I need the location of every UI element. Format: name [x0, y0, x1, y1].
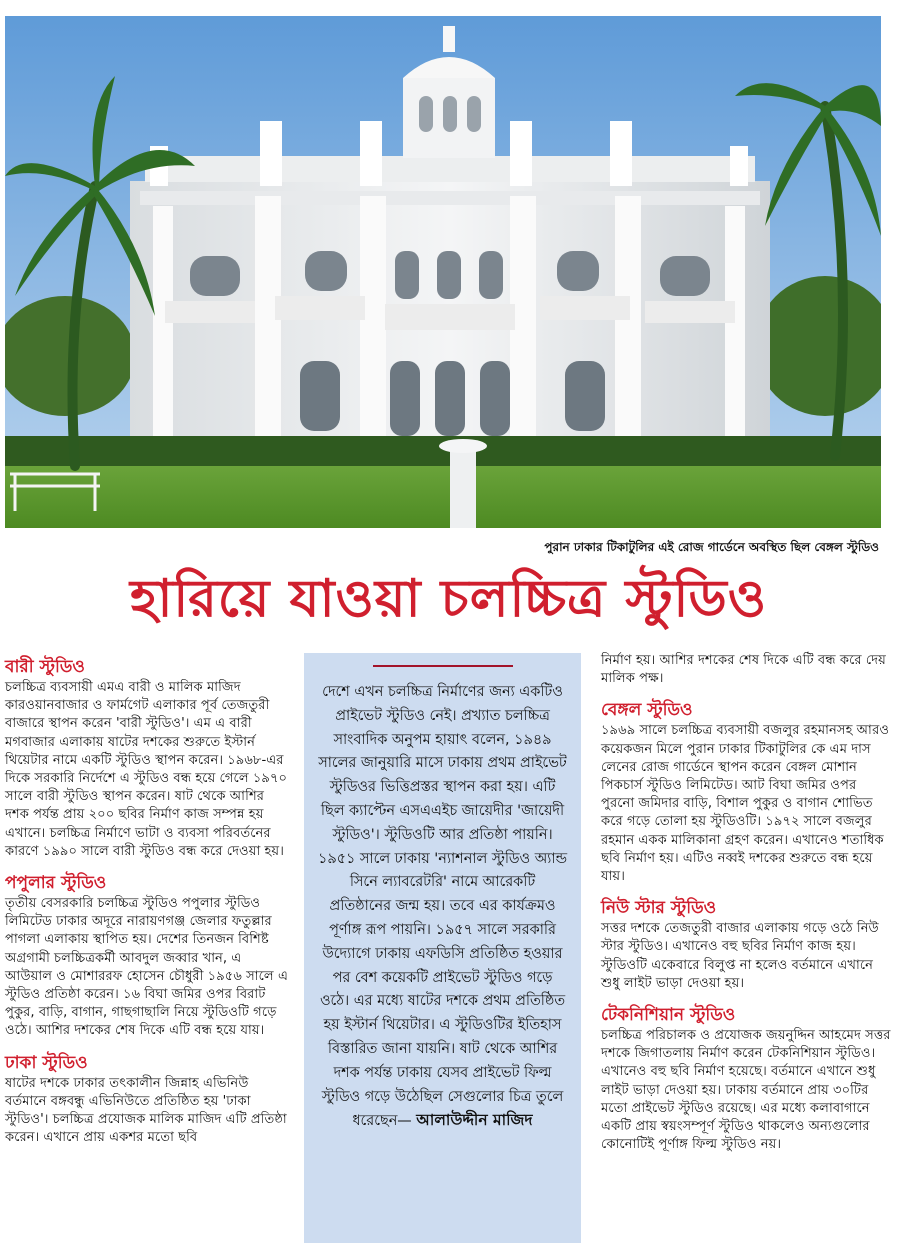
section-body: চলচ্চিত্র ব্যবসায়ী এমএ বারী ও মালিক মাজিদ কারওয়ানবাজার ও ফার্মগেট এলাকার পূর্ব তেজতুরী বাজারে স্থাপন করেন 'বারী স্টুডিও'। এম এ বারী মগবাজার এলাকায় ষাটের দশকের শুরুতে ইস্টার্ন থিয়েটার নামে একটি স্টুডিও স্থাপন করেন। ১৯৬৮-এর দিকে সরকারি নির্দেশে এ স্টুডিও বন্ধ হয়ে গেলে ১৯৭০ সালে বারী স্টুডিও স্থাপন করেন। ষাট থেকে আশির দশক পর্যন্ত প্রায় ২০০ ছবির নির্মাণ কাজ সম্পন্ন হয় এখানে। চলচ্চিত্র নির্মাণে ভাটা ও ব্যবসা পরিবর্তনের কারণে ১৯৯০ সালে বারী স্টুডিও বন্ধ করে দেওয়া হয়।	[5, 680, 288, 859]
intro-box	[304, 653, 581, 1243]
section-body: নির্মাণ হয়। আশির দশকের শেষ দিকে এটি বন্ধ করে দেয় মালিক পক্ষ।	[601, 653, 886, 687]
section-title: পপুলার স্টুডিও	[5, 873, 107, 894]
section-dhaka-studio	[5, 1052, 292, 1148]
right-column	[601, 652, 891, 1165]
section-title: বেঙ্গল স্টুডিও	[601, 700, 693, 721]
intro-body: দেশে এখন চলচ্চিত্র নির্মাণের জন্য একটিও প্রাইভেট স্টুডিও নেই। প্রখ্যাত চলচ্চিত্র সাংবাদিক অনুপম হায়াৎ বলেন, ১৯৪৯ সালের জানুয়ারি মাসে ঢাকায় প্রথম প্রাইভেট স্টুডিওর ভিত্তিপ্রস্তর স্থাপন করা হয়। এটি ছিল ক্যাপ্টেন এসএএইচ জায়েদীর 'জায়েদী স্টুডিও'। স্টুডিওটি আর প্রতিষ্ঠা পায়নি। ১৯৫১ সালে ঢাকায় 'ন্যাশনাল স্টুডিও অ্যান্ড সিনে ল্যাবরেটরি' নামে আরেকটি প্রতিষ্ঠানের জন্ম হয়। তবে এর কার্যক্রমও পূর্ণাঙ্গ রূপ পায়নি। ১৯৫৭ সালে সরকারি উদ্যোগে ঢাকায় এফডিসি প্রতিষ্ঠিত হওয়ার পর বেশ কয়েকটি প্রাইভেট স্টুডিও গড়ে ওঠে। এর মধ্যে ষাটের দশকে প্রথম প্রতিষ্ঠিত হয় ইস্টার্ন থিয়েটার। এ স্টুডিওটির ইতিহাস বিস্তারিত জানা যায়নি। ষাট থেকে আশির দশক পর্যন্ত ঢাকায় যেসব প্রাইভেট ফিল্ম স্টুডিও গড়ে উঠেছিল সেগুলোর চিত্র তুলে ধরেছেন—	[318, 684, 567, 1130]
photo-caption: পুরান ঢাকার টিকাটুলির এই রোজ গার্ডেনে অবস্থিত ছিল বেঙ্গল স্টুডিও	[544, 540, 879, 554]
author-name: আলাউদ্দীন মাজিদ	[416, 1111, 533, 1130]
intro-text	[318, 681, 567, 1134]
section-title: ঢাকা স্টুডিও	[5, 1052, 88, 1073]
section-bari-studio	[5, 656, 292, 861]
palace-illustration	[5, 16, 881, 528]
section-title: বারী স্টুডিও	[5, 657, 85, 677]
continuation-text	[601, 652, 891, 688]
article-photo	[5, 16, 881, 528]
section-bengal-studio	[601, 699, 891, 886]
section-body: ১৯৬৯ সালে চলচ্চিত্র ব্যবসায়ী বজলুর রহমানসহ আরও কয়েকজন মিলে পুরান ঢাকার টিকাটুলির কে এম দাস লেনের রোজ গার্ডেনে স্থাপন করেন বেঙ্গল মোশান পিকচার্স স্টুডিও লিমিটেড। আট বিঘা জমির ওপর পুরনো জমিদার বাড়ি, বিশাল পুকুর ও বাগান শোভিত করে গড়ে তোলা হয় স্টুডিওটি। ১৯৭২ সালে বজলুর রহমান একক মালিকানা গ্রহণ করেন। এখানেও শতাধিক ছবি নির্মাণ হয়। এটিও নব্বই দশকের শুরুতে বন্ধ হয়ে যায়।	[601, 723, 890, 885]
section-title: টেকনিশিয়ান স্টুডিও	[601, 1005, 736, 1026]
left-column	[5, 656, 292, 1158]
headline: হারিয়ে যাওয়া চলচ্চিত্র স্টুডিও	[130, 568, 767, 629]
section-technician-studio	[601, 1004, 891, 1154]
section-body: তৃতীয় বেসরকারি চলচ্চিত্র স্টুডিও পপুলার স্টুডিও লিমিটেড ঢাকার অদূরে নারায়ণগঞ্জ জেলার ফতুল্লার পাগলা এলাকায় স্থাপিত হয়। দেশের তিনজন বিশিষ্ট অগ্রগামী চলচ্চিত্রকর্মী আবদুল জব্বার খান, এ আউয়াল ও মোশাররফ হোসেন চৌধুরী ১৯৫৬ সালে এ স্টুডিও প্রতিষ্ঠা করেন। ১৬ বিঘা জমির ওপর বিরাট পুকুর, বাড়ি, বাগান, গাছগাছালি নিয়ে স্টুডিওটি গড়ে ওঠে। আশির দশকের শেষ দিকে এটি বন্ধ হয়ে যায়।	[5, 896, 288, 1039]
section-new-star-studio	[601, 897, 891, 993]
section-body: ষাটের দশকে ঢাকার তৎকালীন জিন্নাহ এভিনিউ বর্তমানে বঙ্গবন্ধু এভিনিউতে প্রতিষ্ঠিত হয় 'ঢাকা স্টুডিও'। চলচ্চিত্র প্রযোজক মালিক মাজিদ এটি প্রতিষ্ঠা করেন। এখানে প্রায় একশর মতো ছবি	[5, 1075, 287, 1146]
lawn	[5, 466, 881, 528]
section-body: সত্তর দশকে তেজতুরী বাজার এলাকায় গড়ে ওঠে নিউ স্টার স্টুডিও। এখানেও বহু ছবির নির্মাণ কাজ হয়। স্টুডিওটি একেবারে বিলুপ্ত না হলেও বর্তমানে এখানে শুধু লাইট ভাড়া দেওয়া হয়।	[601, 921, 879, 991]
fountain	[450, 446, 476, 528]
section-body: চলচ্চিত্র পরিচালক ও প্রযোজক জয়নুদ্দিন আহমেদ সত্তর দশকে জিগাতলায় নির্মাণ করেন টেকনিশিয়ান স্টুডিও। এখানেও বহু ছবি নির্মাণ হয়েছে। বর্তমানে এখানে শুধু লাইট ভাড়া দেওয়া হয়। ঢাকায় বর্তমানে প্রায় ৩০টির মতো প্রাইভেট স্টুডিও রয়েছে। এর মধ্যে কলাবাগানে একটি প্রায় স্বয়ংসম্পূর্ণ স্টুডিও থাকলেও অন্যগুলোর কোনোটিই পূর্ণাঙ্গ ফিল্ম স্টুডিও নয়।	[601, 1028, 891, 1153]
section-title: নিউ স্টার স্টুডিও	[601, 898, 717, 919]
hedge	[5, 436, 881, 470]
section-popular-studio	[5, 872, 292, 1041]
box-divider	[373, 665, 513, 667]
